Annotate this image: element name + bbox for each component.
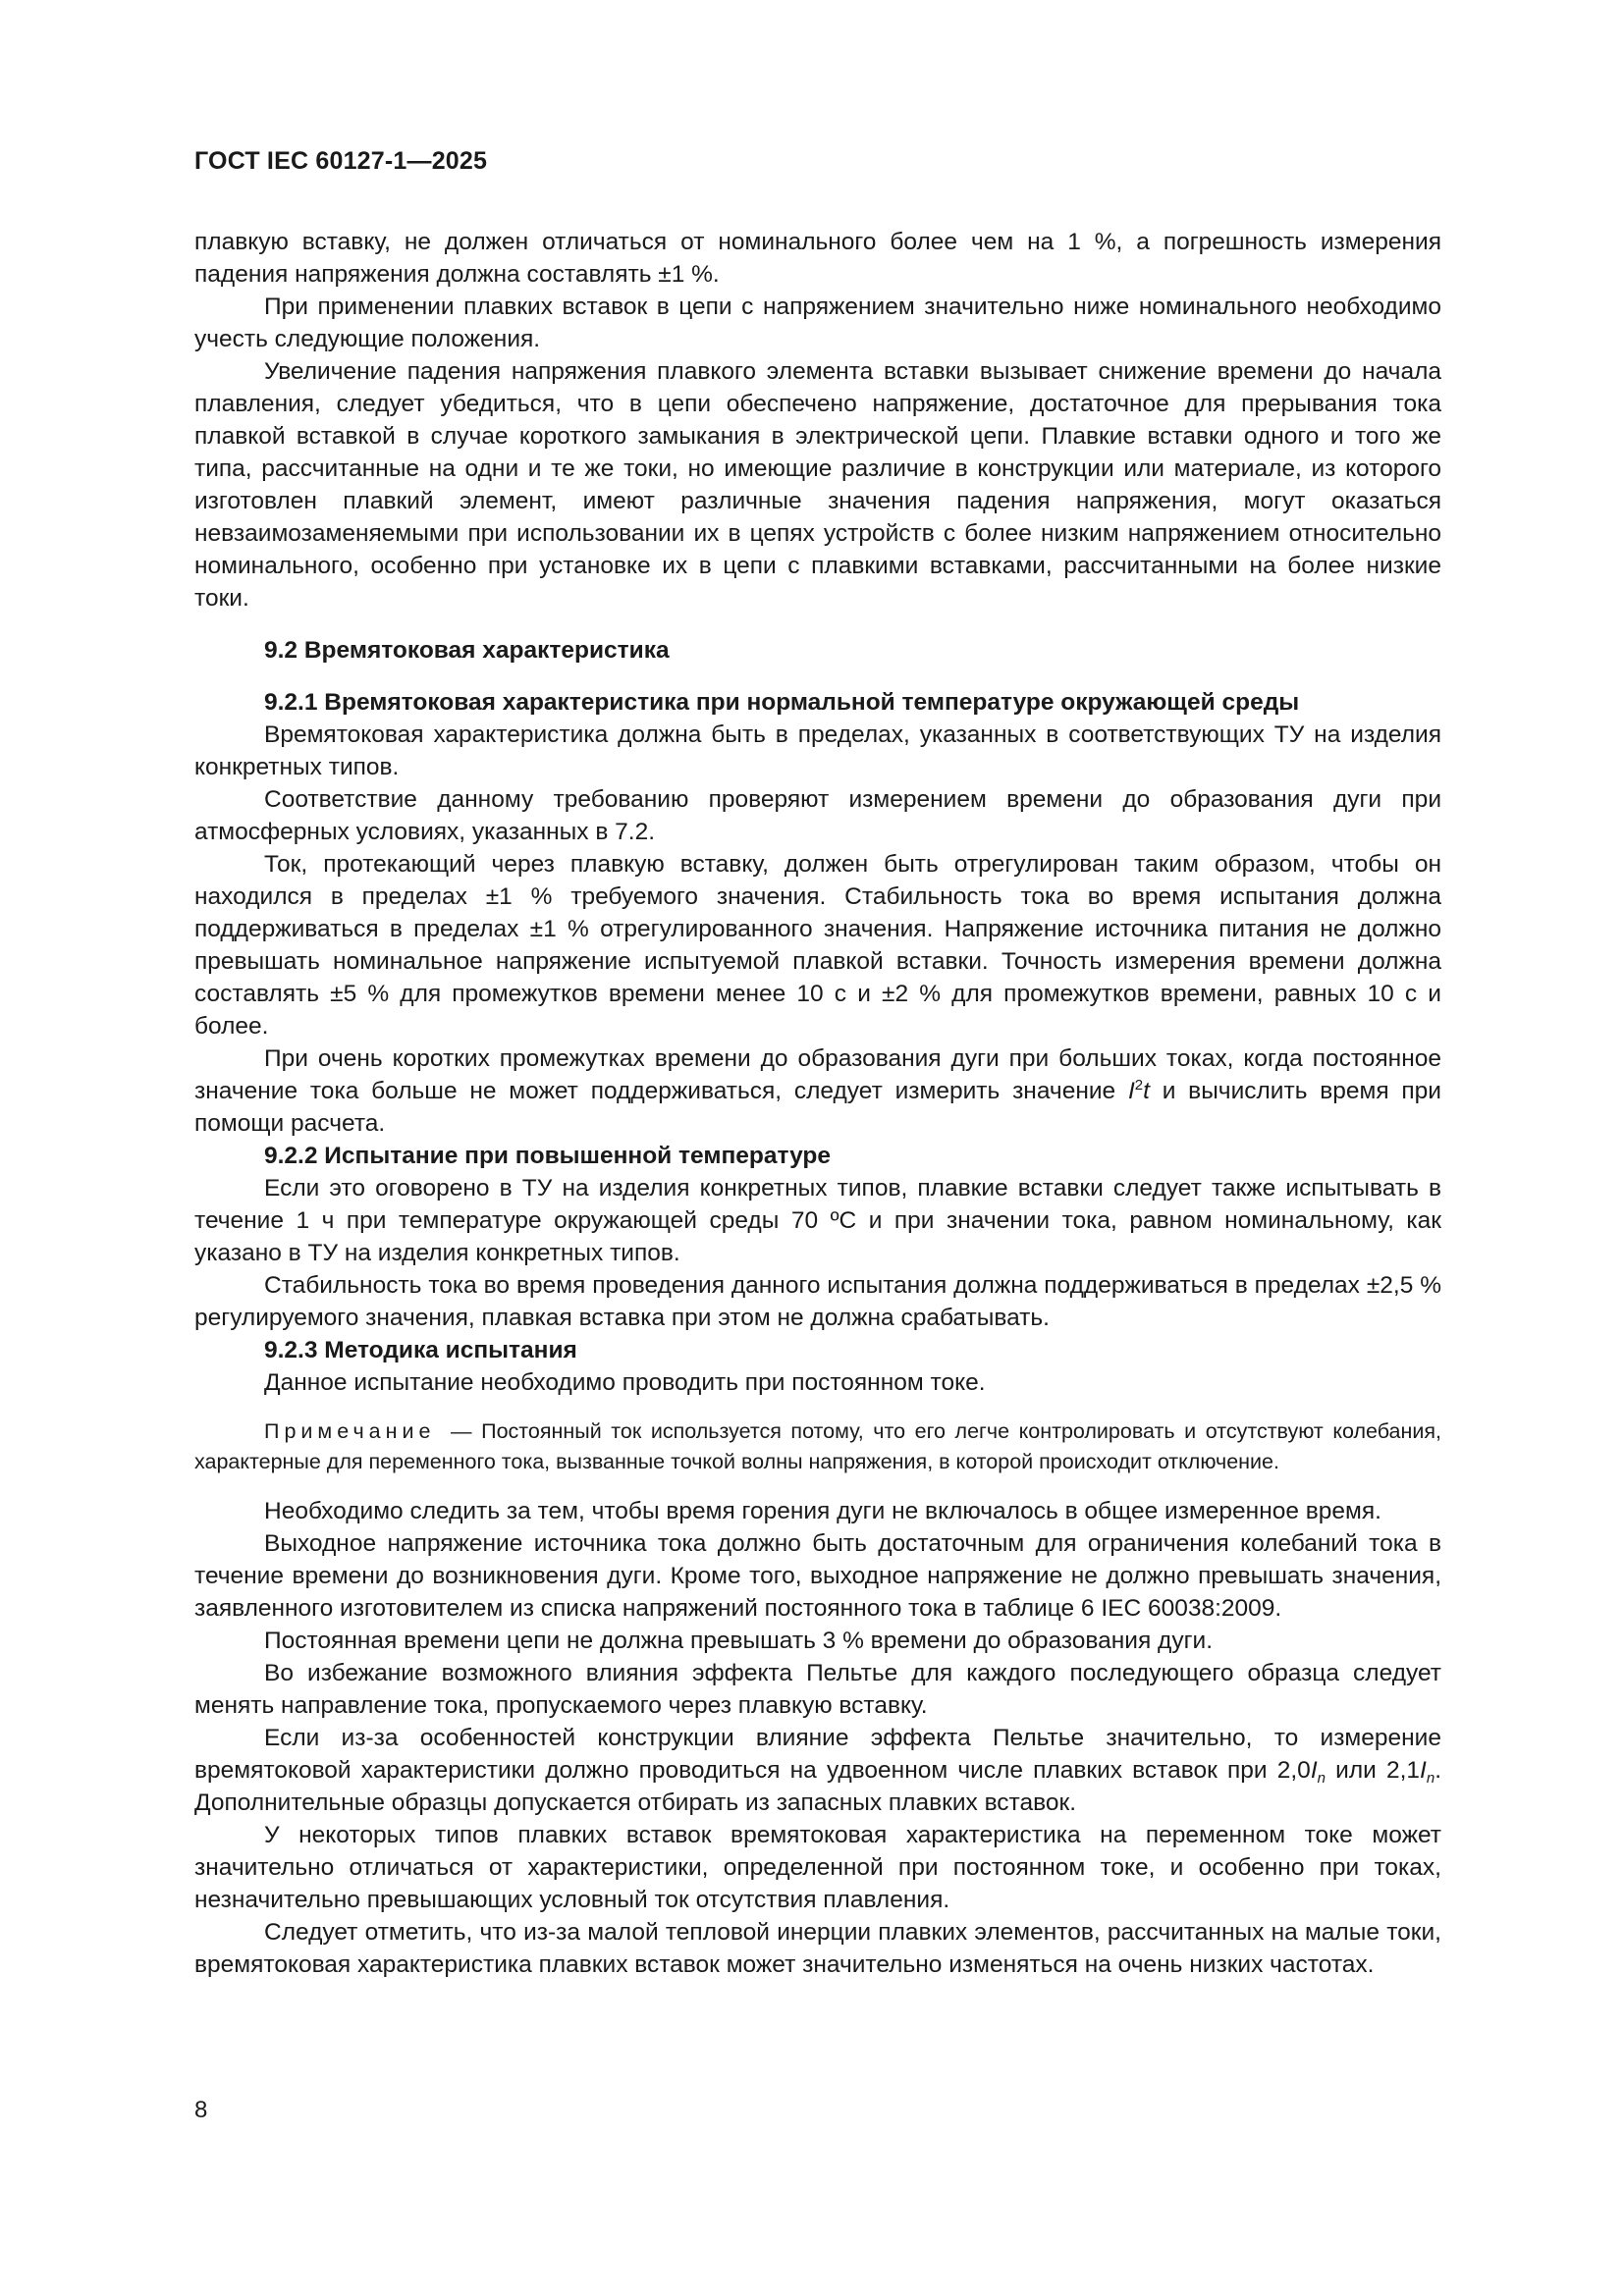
paragraph: Ток, протекающий через плавкую вставку, должен быть отрегулирован таким образом, чтобы он находился в пределах ±1 % требуемого значения. Стабильность тока во время испытания должна поддерживаться в пределах ±1 % отрегулированного значения. Напряжение источника питания не должно превышать номинальное напряжение испытуемой плавкой вставки. Точность измерения времени должна составлять ±5 % для промежутков времени менее 10 с и ±2 % для промежутков времени, равных 10 с и более. [194, 851, 1441, 1040]
paragraph-text: При очень коротких промежутках времени до образования дуги при больших токах, когда постоянное значение тока больше не может поддерживаться, следует измерить значение [194, 1045, 1441, 1104]
paragraph-text: Если из-за особенностей конструкции влияние эффекта Пельтье значительно, то измерение времятоковой характеристики должно проводиться на удвоенном числе плавких вставок при 2,0 [194, 1725, 1441, 1784]
symbol-n: n [1317, 1770, 1326, 1787]
paragraph: Стабильность тока во время проведения данного испытания должна поддерживаться в пределах ±2,5 % регулируемого значения, плавкая вставка при этом не должна срабатывать. [194, 1272, 1441, 1331]
paragraph: Времятоковая характеристика должна быть в пределах, указанных в соответствующих ТУ на изделия конкретных типов. [194, 721, 1441, 780]
page-number: 8 [194, 2097, 208, 2123]
paragraph: плавкую вставку, не должен отличаться от номинального более чем на 1 %, а погрешность измерения падения напряжения должна составлять ±1 %. [194, 229, 1441, 288]
paragraph: Соответствие данному требованию проверяют измерением времени до образования дуги при атмосферных условиях, указанных в 7.2. [194, 786, 1441, 845]
document-header: ГОСТ IEC 60127-1—2025 [194, 147, 488, 175]
paragraph: У некоторых типов плавких вставок времятоковая характеристика на переменном токе может значительно отличаться от характеристики, определенной при постоянном токе, и особенно при токах, незначительно превышающих условный ток отсутствия плавления. [194, 1822, 1441, 1913]
paragraph: Выходное напряжение источника тока должно быть достаточным для ограничения колебаний тока в течение времени до возникновения дуги. Кроме того, выходное напряжение не должно превышать значения, заявленного изготовителем из списка напряжений постоянного тока в таблице 6 IEC 60038:2009. [194, 1530, 1441, 1622]
paragraph: Увеличение падения напряжения плавкого элемента вставки вызывает снижение времени до начала плавления, следует убедиться, что в цепи обеспечено напряжение, достаточное для прерывания тока плавкой вставкой в случае короткого замыкания в электрической цепи. Плавкие вставки одного и того же типа, рассчитанные на одни и те же токи, но имеющие различие в конструкции или материале, из которого изготовлен плавкий элемент, имеют различные значения падения напряжения, могут оказаться невзаимозаменяемыми при использовании их в цепях устройств с более низким напряжением относительно номинального, особенно при установке их в цепи с плавкими вставками, рассчитанными на более низкие токи. [194, 358, 1441, 612]
paragraph: Если это оговорено в ТУ на изделия конкретных типов, плавкие вставки следует также испытывать в течение 1 ч при температуре окружающей среды 70 ºС и при значении тока, равном номинальному, как указано в ТУ на изделия конкретных типов. [194, 1175, 1441, 1266]
subscript [1427, 1770, 1435, 1787]
paragraph-text: . Дополнительные образцы допускается отбирать из запасных плавких вставок. [194, 1757, 1441, 1816]
paragraph-i2t [194, 1042, 1441, 1140]
symbol-current: I [1127, 1078, 1135, 1104]
page-content [194, 226, 1441, 1981]
paragraph-text: или 2,1 [1325, 1757, 1421, 1784]
paragraph: Во избежание возможного влияния эффекта Пельтье для каждого последующего образца следует менять направление тока, пропускаемого через плавкую вставку. [194, 1660, 1441, 1719]
paragraph: Необходимо следить за тем, чтобы время горения дуги не включалось в общее измеренное время. [264, 1498, 1381, 1524]
section-heading-9-2-2: 9.2.2 Испытание при повышенной температуре [264, 1143, 831, 1169]
symbol-current: I [1310, 1757, 1318, 1784]
superscript: 2 [1134, 1077, 1144, 1094]
note [194, 1416, 1441, 1477]
paragraph: При применении плавких вставок в цепи с напряжением значительно ниже номинального необходимо учесть следующие положения. [194, 294, 1441, 352]
note-text: — Постоянный ток используется потому, что его легче контролировать и отсутствуют колебания, характерные для переменного тока, вызванные точкой волны напряжения, в которой происходит отключение. [194, 1419, 1441, 1473]
symbol-n: n [1426, 1770, 1435, 1787]
note-label: Примечание [264, 1419, 436, 1443]
section-heading-9-2-1: 9.2.1 Времятоковая характеристика при нормальной температуре окружающей среды [264, 689, 1300, 716]
paragraph: Данное испытание необходимо проводить при постоянном токе. [264, 1369, 986, 1396]
symbol-time: t [1143, 1078, 1150, 1104]
section-heading-9-2: 9.2 Времятоковая характеристика [264, 637, 670, 664]
paragraph: Следует отметить, что из-за малой тепловой инерции плавких элементов, рассчитанных на малые токи, времятоковая характеристика плавких вставок может значительно изменяться на очень низких частотах. [194, 1919, 1441, 1978]
subscript [1318, 1770, 1326, 1787]
paragraph-peltier [194, 1722, 1441, 1819]
section-heading-9-2-3: 9.2.3 Методика испытания [264, 1337, 577, 1363]
symbol-current: I [1420, 1757, 1427, 1784]
paragraph: Постоянная времени цепи не должна превышать 3 % времени до образования дуги. [264, 1628, 1214, 1654]
paragraph-text: и вычислить время при помощи расчета. [194, 1078, 1441, 1137]
